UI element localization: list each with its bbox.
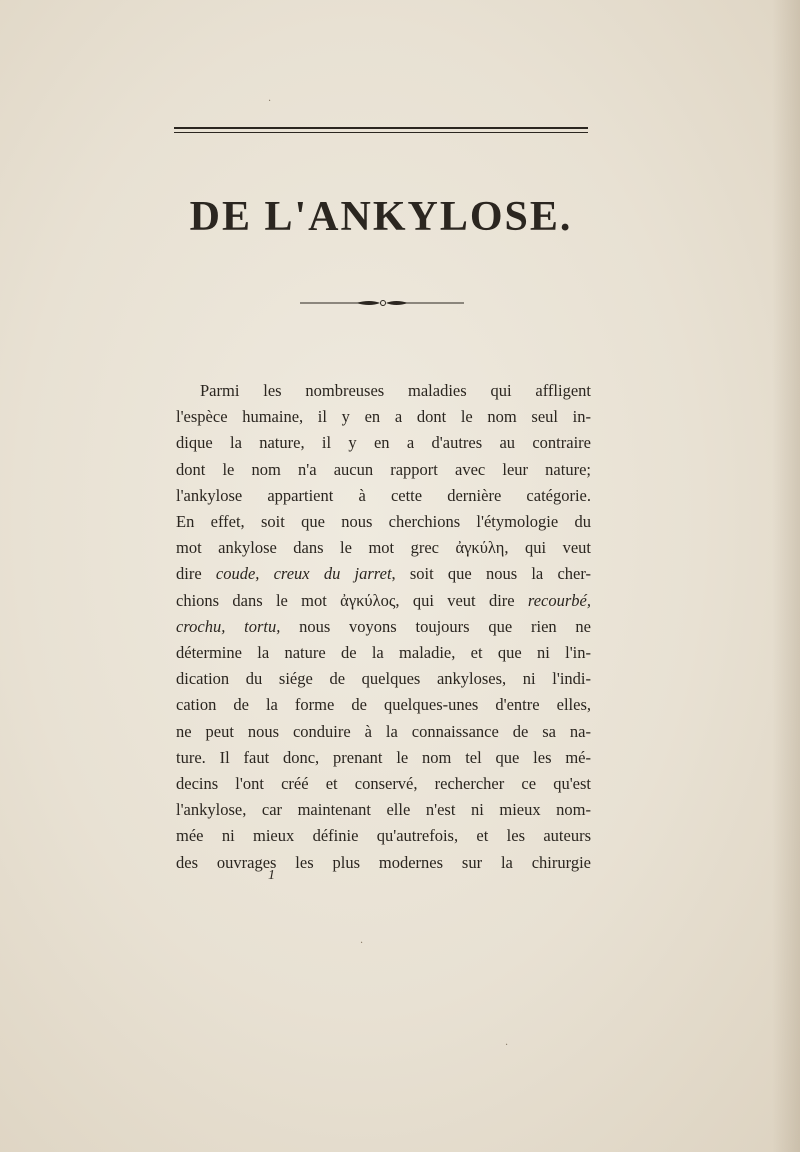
paper-speck: · [505,1040,509,1051]
text-line: mée ni mieux définie qu'autrefois, et les auteurs [176,826,591,846]
paper-speck: · [268,96,272,107]
text-line: mot ankylose dans le mot grec ἀγκύλη, qui veut [176,538,591,558]
text-line: dont le nom n'a aucun rapport avec leur nature; [176,459,591,479]
ornament-divider [300,296,464,310]
paper-speck: · [360,938,364,949]
text-line: decins l'ont créé et conservé, rechercher ce qu'est [176,774,591,794]
page-edge-shadow [772,0,800,1152]
text-line: En effet, soit que nous cherchions l'étymologie du [176,512,591,532]
text-line: dique la nature, il y en a d'autres au contraire [176,433,591,453]
text-line: des ouvrages les plus modernes sur la chirurgie [176,852,591,872]
text-line: détermine la nature de la maladie, et que ni l'in- [176,643,591,663]
text-line: Parmi les nombreuses maladies qui affligent [200,381,591,400]
chapter-title: DE L'ANKYLOSE. [189,194,573,240]
text-line: crochu, tortu, nous voyons toujours que rien ne [176,616,591,636]
text-line: ne peut nous conduire à la connaissance de sa na- [176,721,591,741]
bleed-through-text [290,150,610,360]
text-line: chions dans le mot ἀγκύλος, qui veut dire recourbé, [176,590,591,610]
text-line: ture. Il faut donc, prenant le nom tel que les mé- [176,747,591,767]
text-line: dication du siége de quelques ankyloses, ni l'indi- [176,669,591,689]
text-line: cation de la forme de quelques-unes d'entre elles, [176,695,591,715]
top-double-rule [174,127,588,133]
signature-mark: 1 [268,868,275,883]
body-paragraph [176,378,591,876]
text-line: dire coude, creux du jarret, soit que nous la cher- [176,564,591,584]
text-line: l'espèce humaine, il y en a dont le nom seul in- [176,407,591,427]
text-line: l'ankylose, car maintenant elle n'est ni mieux nom- [176,800,591,820]
text-line: l'ankylose appartient à cette dernière catégorie. [176,485,591,505]
